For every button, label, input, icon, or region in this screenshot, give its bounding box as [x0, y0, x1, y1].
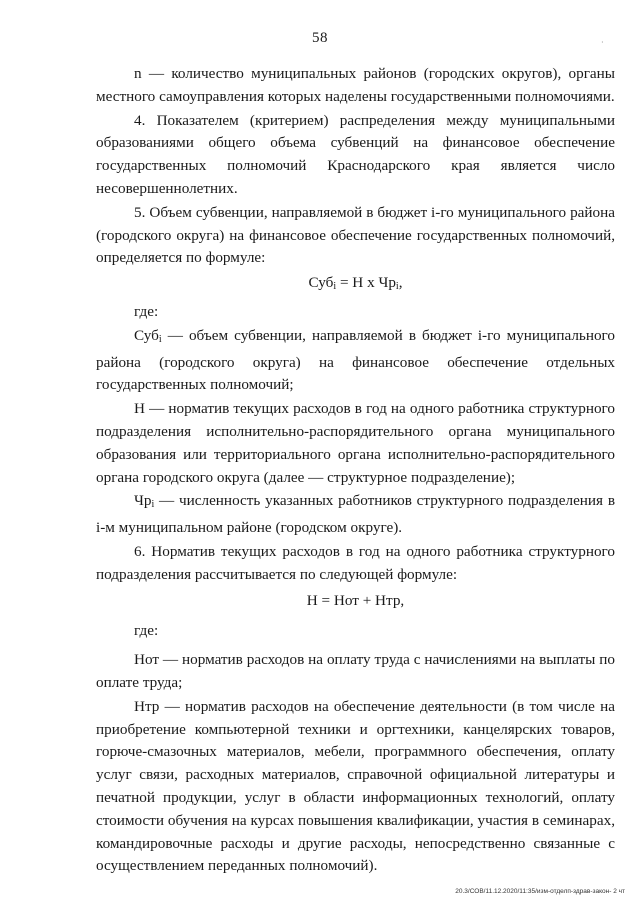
formula-subvention — [96, 272, 615, 299]
formula-end: , — [398, 274, 403, 292]
chr-definition-text: — численность указанных работников структурного подразделения в i-м муниципальном районе (городском округе). — [96, 492, 615, 537]
sub-term: Суб — [134, 326, 159, 344]
document-footer-code: 20.3/СОВ/11.12.2020/11:35/изм-отделп-здрав-закон- 2 чт — [455, 888, 625, 895]
where-label-1: где: — [134, 302, 159, 320]
paragraph-n-norm-definition: Н — норматив текущих расходов в год на одного работника структурного подразделения исполнительно-распорядительного органа муниципального образования или территориального органа исполнительно-распорядительного органа городского округа (далее — структурное подразделение); — [96, 400, 615, 486]
corner-mark: · — [601, 38, 604, 47]
document-body — [96, 63, 615, 878]
paragraph-ntr-definition: Нтр — норматив расходов на обеспечение деятельности (в том числе на приобретение компьютерной техники и оргтехники, канцелярских товаров, горюче-смазочных материалов, мебели, программного обеспечения, оплату услуг связи, расходных материалов, справочной официальной литературы и печатной продукции, услуг в области информационных технологий, оплату стоимости обучения на курсах повышения квалификации, участия в семинарах, командировочные расходы и другие расходы, непосредственно связанные с осуществлением переданных полномочий). — [96, 697, 615, 875]
formula-sub-term: Суб — [308, 274, 334, 292]
formula-norm: Н = Нот + Нтр, — [306, 591, 405, 609]
paragraph-sub-definition — [96, 325, 615, 397]
sub-term-index: i — [158, 333, 162, 345]
page-number: 58 — [312, 30, 328, 46]
where-label-2: где: — [134, 622, 159, 640]
chr-term-index: i — [151, 499, 155, 511]
sub-definition-text: — объем субвенции, направляемой в бюджет i-го муниципального района (городского округа) на финансовое обеспечение отдельных государственных полномочий; — [96, 326, 615, 394]
formula-sub-index: i — [333, 281, 337, 293]
paragraph-n-definition: n — количество муниципальных районов (городских округов), органы местного самоуправления которых наделены государственными полномочиями. — [96, 65, 615, 105]
chr-term: Чр — [134, 492, 152, 510]
paragraph-4: 4. Показателем (критерием) распределения между муниципальными образованиями общего объема субвенций на финансовое обеспечение государственных полномочий Краснодарского края является число несовершеннолетних. — [96, 111, 615, 197]
paragraph-6: 6. Норматив текущих расходов в год на одного работника структурного подразделения рассчитывается по следующей формуле: — [96, 542, 615, 583]
paragraph-not-definition: Нот — норматив расходов на оплату труда с начислениями на выплаты по оплате труда; — [96, 651, 615, 691]
paragraph-chr-definition — [96, 490, 615, 540]
formula-mid: = Н х Чр — [336, 274, 396, 292]
paragraph-5: 5. Объем субвенции, направляемой в бюджет i-го муниципального района (городского округа) на финансовое обеспечение государственных полномочий, определяется по формуле: — [96, 203, 615, 267]
formula-chr-index: i — [395, 281, 399, 293]
